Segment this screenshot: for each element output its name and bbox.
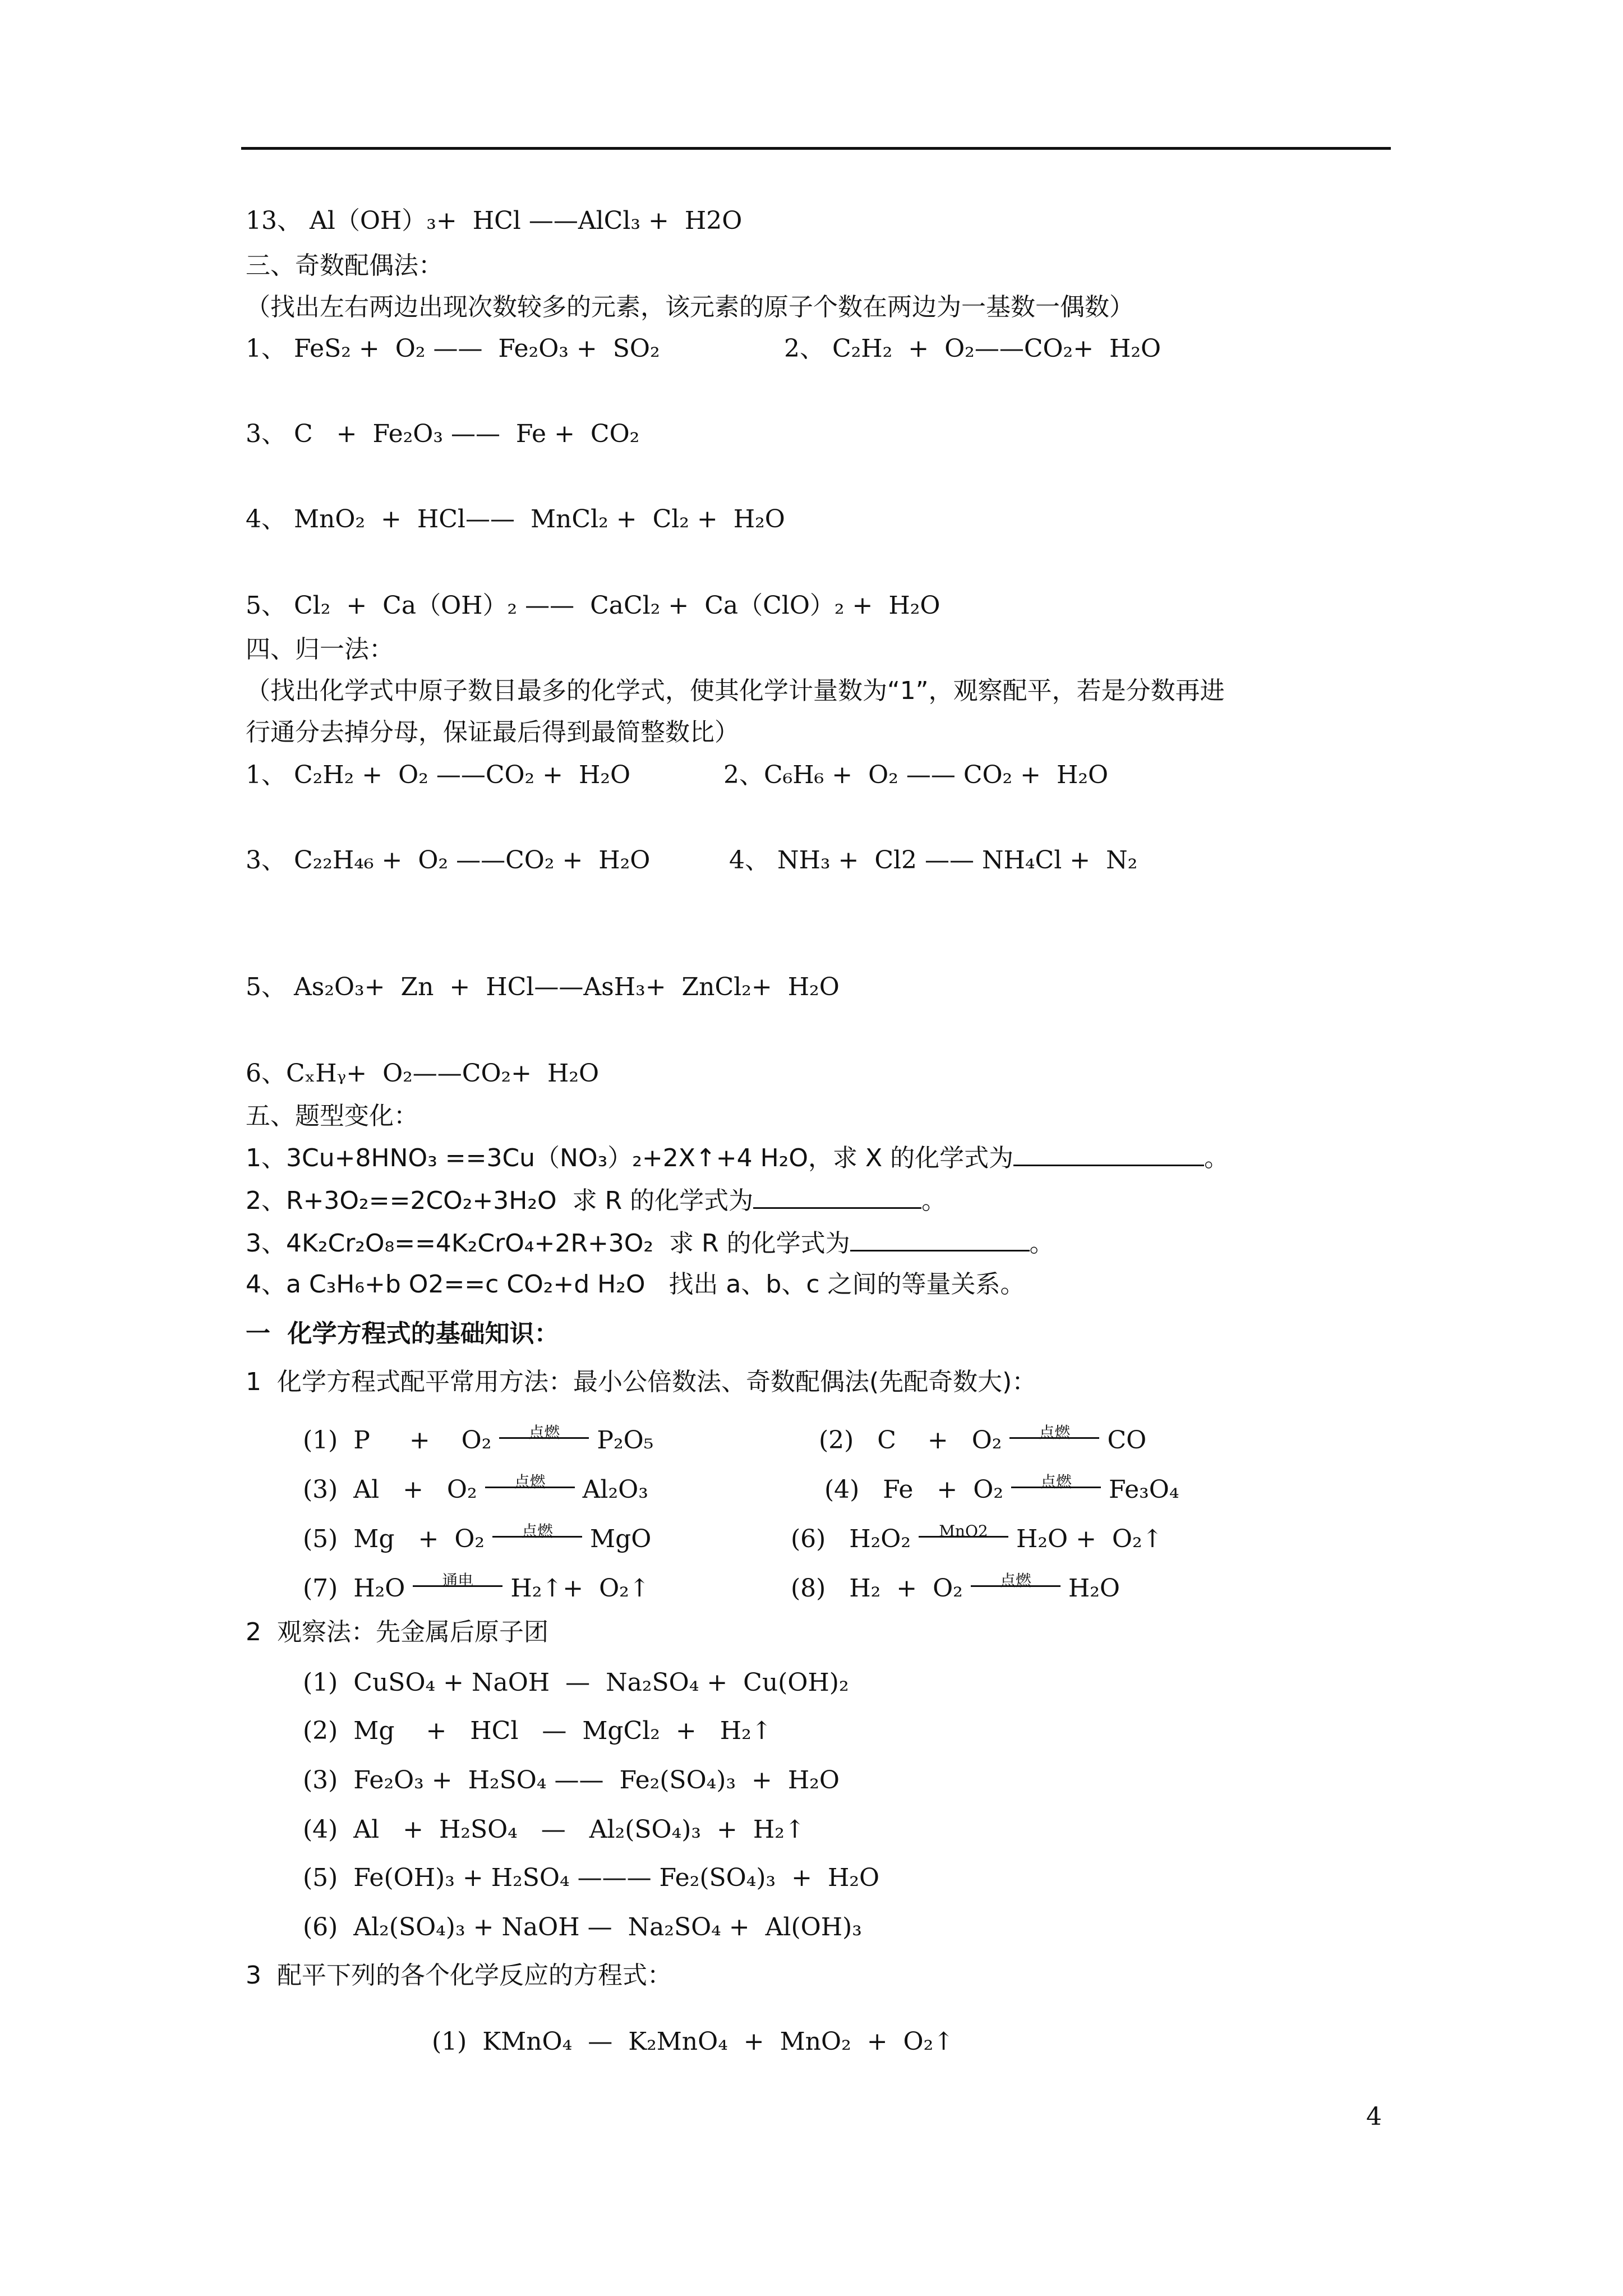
condition-ignite xyxy=(1011,1470,1101,1498)
condition-bar xyxy=(499,1437,589,1439)
eq-7-right: H₂↑+ O₂↑ xyxy=(510,1574,650,1603)
observe-eq-3: (3) Fe₂O₃ + H₂SO₄ —— Fe₂(SO₄)₃ + H₂O xyxy=(303,1766,840,1795)
condition-label: 点燃 xyxy=(514,1473,546,1491)
eq-4-3: 3、 C₂₂H₄₆ + O₂ ——CO₂ + H₂O xyxy=(246,846,651,875)
section-note-4b: 行通分去掉分母，保证最后得到最简整数比） xyxy=(246,718,739,747)
condition-label: 点燃 xyxy=(528,1423,560,1442)
paragraph-3: 3 配平下列的各个化学反应的方程式： xyxy=(246,1961,672,1990)
eq-3-5: 5、 Cl₂ + Ca（OH）₂ —— CaCl₂ + Ca（ClO）₂ + H₂O xyxy=(246,591,940,620)
paragraph-1: 1 化学方程式配平常用方法：最小公倍数法、奇数配偶法(先配奇数大)： xyxy=(246,1368,1037,1396)
condition-electrolysis xyxy=(413,1568,502,1596)
condition-label: 点燃 xyxy=(1040,1473,1072,1491)
answer-blank-1[interactable] xyxy=(1013,1142,1204,1166)
section-heading-5: 五、题型变化： xyxy=(246,1102,418,1130)
eq-4-6: 6、CₓHᵧ+ O₂——CO₂+ H₂O xyxy=(246,1059,600,1088)
eq-5-left: (5) Mg + O₂ xyxy=(303,1525,485,1553)
eq-4-right: Fe₃O₄ xyxy=(1108,1475,1179,1504)
condition-label: 通电 xyxy=(442,1571,474,1590)
eq-8-right: H₂O xyxy=(1068,1574,1120,1603)
eq-1-right: P₂O₅ xyxy=(597,1426,654,1455)
section-heading-1: 一 化学方程式的基础知识： xyxy=(246,1319,559,1348)
eq-3-right: Al₂O₃ xyxy=(582,1475,648,1504)
equation-3 xyxy=(303,1470,648,1506)
equation-1 xyxy=(303,1420,653,1456)
eq-6-right: H₂O + O₂↑ xyxy=(1016,1525,1163,1553)
paragraph-2: 2 观察法：先金属后原子团 xyxy=(246,1618,548,1646)
condition-bar xyxy=(1009,1437,1099,1439)
condition-bar xyxy=(1011,1487,1101,1488)
observe-eq-2: (2) Mg + HCl — MgCl₂ + H₂↑ xyxy=(303,1717,772,1745)
eq-1-left: (1) P + O₂ xyxy=(303,1426,492,1455)
condition-bar xyxy=(485,1487,575,1488)
condition-bar xyxy=(413,1585,502,1587)
eq-4-1: 1、 C₂H₂ + O₂ ——CO₂ + H₂O xyxy=(246,761,631,789)
equation-6 xyxy=(791,1519,1163,1555)
eq-4-5: 5、 As₂O₃+ Zn + HCl——AsH₃+ ZnCl₂+ H₂O xyxy=(246,973,840,1001)
problem-5-3 xyxy=(246,1227,1054,1259)
eq-4-4: 4、 NH₃ + Cl2 —— NH₄Cl + N₂ xyxy=(729,846,1138,875)
observe-eq-4: (4) Al + H₂SO₄ — Al₂(SO₄)₃ + H₂↑ xyxy=(303,1815,805,1844)
eq-3-1: 1、 FeS₂ + O₂ —— Fe₂O₃ + SO₂ xyxy=(246,334,660,363)
eq-6-left: (6) H₂O₂ xyxy=(791,1525,911,1553)
eq-3-4: 4、 MnO₂ + HCl—— MnCl₂ + Cl₂ + H₂O xyxy=(246,505,785,533)
period: 。 xyxy=(1029,1229,1054,1258)
equation-4 xyxy=(824,1470,1179,1506)
condition-ignite xyxy=(499,1420,589,1448)
problem-5-2-text: 2、R+3O₂==2CO₂+3H₂O 求 R 的化学式为 xyxy=(246,1186,754,1215)
condition-label: 点燃 xyxy=(522,1522,554,1540)
problem-5-3-text: 3、4K₂Cr₂O₈==4K₂CrO₄+2R+3O₂ 求 R 的化学式为 xyxy=(246,1229,850,1258)
answer-blank-2[interactable] xyxy=(753,1185,921,1209)
period: 。 xyxy=(921,1186,947,1215)
equation-8 xyxy=(791,1568,1120,1604)
problem-5-1-text: 1、3Cu+8HNO₃ ==3Cu（NO₃）₂+2X↑+4 H₂O，求 X 的化学式为 xyxy=(246,1144,1014,1172)
equation-5 xyxy=(303,1519,651,1555)
condition-catalyst xyxy=(919,1519,1008,1547)
problem-5-2 xyxy=(246,1185,946,1217)
observe-eq-5: (5) Fe(OH)₃ + H₂SO₄ ——— Fe₂(SO₄)₃ + H₂O xyxy=(303,1864,880,1892)
problem-5-1 xyxy=(246,1142,1229,1174)
condition-label: 点燃 xyxy=(1039,1423,1071,1442)
observe-eq-6: (6) Al₂(SO₄)₃ + NaOH — Na₂SO₄ + Al(OH)₃ xyxy=(303,1913,862,1941)
condition-label: 点燃 xyxy=(999,1571,1031,1590)
section-note-4a: （找出化学式中原子数目最多的化学式，使其化学计量数为“1”，观察配平，若是分数再进 xyxy=(246,677,1225,705)
condition-ignite xyxy=(971,1568,1061,1596)
page-number: 4 xyxy=(1366,2102,1382,2131)
eq-5-right: MgO xyxy=(590,1525,652,1553)
eq-4-2: 2、C₆H₆ + O₂ —— CO₂ + H₂O xyxy=(723,761,1109,789)
equation-7 xyxy=(303,1568,650,1604)
problem-5-4: 4、a C₃H₆+b O2==c CO₂+d H₂O 找出 a、b、c 之间的等量关系。 xyxy=(246,1270,1025,1299)
section-note-3: （找出左右两边出现次数较多的元素，该元素的原子个数在两边为一基数一偶数） xyxy=(246,293,1134,321)
header-rule xyxy=(241,147,1391,150)
period: 。 xyxy=(1204,1144,1229,1172)
condition-label: MnO2 xyxy=(939,1522,988,1540)
eq-3-left: (3) Al + O₂ xyxy=(303,1475,477,1504)
condition-bar xyxy=(971,1585,1061,1587)
condition-bar xyxy=(492,1536,582,1538)
eq-3-3: 3、 C + Fe₂O₃ —— Fe + CO₂ xyxy=(246,420,640,448)
equation-2 xyxy=(819,1420,1146,1456)
condition-bar xyxy=(919,1536,1008,1538)
condition-ignite xyxy=(485,1470,575,1498)
task-eq-1: (1) KMnO₄ — K₂MnO₄ + MnO₂ + O₂↑ xyxy=(432,2027,955,2056)
eq-7-left: (7) H₂O xyxy=(303,1574,405,1603)
eq-2-left: (2) C + O₂ xyxy=(819,1426,1002,1455)
condition-ignite xyxy=(1009,1420,1099,1448)
observe-eq-1: (1) CuSO₄ + NaOH — Na₂SO₄ + Cu(OH)₂ xyxy=(303,1668,849,1697)
eq-13: 13、 Al（OH）₃+ HCl ——AlCl₃ + H2O xyxy=(246,206,743,235)
eq-2-right: CO xyxy=(1107,1426,1147,1455)
eq-4-left: (4) Fe + O₂ xyxy=(824,1475,1003,1504)
eq-8-left: (8) H₂ + O₂ xyxy=(791,1574,963,1603)
condition-ignite xyxy=(492,1519,582,1547)
section-heading-4: 四、归一法： xyxy=(246,635,394,664)
section-heading-3: 三、奇数配偶法： xyxy=(246,251,443,280)
eq-3-2: 2、 C₂H₂ + O₂——CO₂+ H₂O xyxy=(784,334,1161,363)
answer-blank-3[interactable] xyxy=(850,1227,1030,1251)
